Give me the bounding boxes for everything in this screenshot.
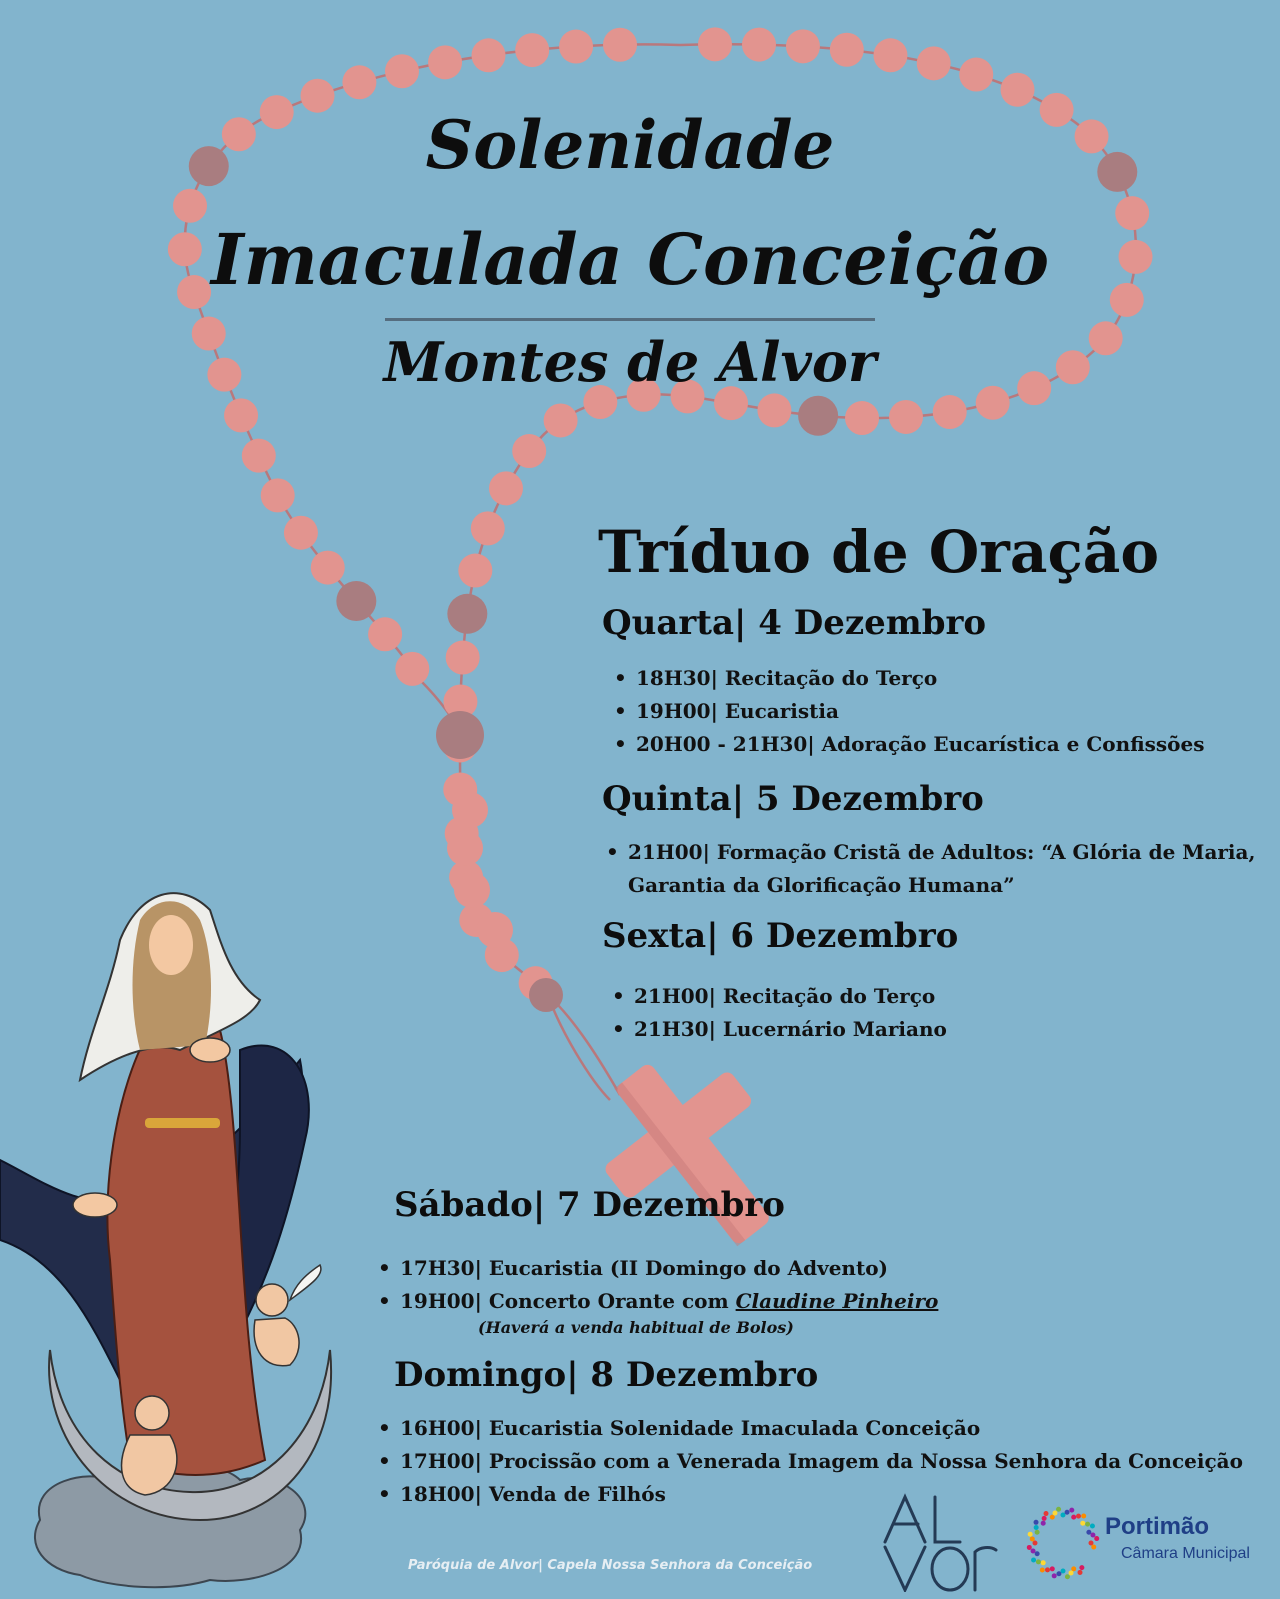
- rosary-bead: [454, 872, 490, 908]
- list-item: • 21H30 | Lucernário Mariano: [612, 1013, 947, 1046]
- list-item: • 18H00 | Venda de Filhós: [378, 1478, 1243, 1511]
- portimao-logo: [1025, 1505, 1273, 1585]
- rosary-bead: [428, 45, 462, 79]
- rosary-bead-large: [529, 978, 563, 1012]
- emblem-dot: [1052, 1573, 1057, 1578]
- emblem-dot: [1035, 1530, 1040, 1535]
- rosary-bead: [452, 792, 488, 828]
- emblem-dot: [1045, 1567, 1050, 1572]
- emblem-dot: [1031, 1558, 1036, 1563]
- rosary-bead-large: [447, 594, 487, 634]
- rosary-bead: [1040, 93, 1074, 127]
- emblem-dot: [1036, 1559, 1041, 1564]
- emblem-dot: [1079, 1565, 1084, 1570]
- day-heading-quinta: Quinta| 5 Dezembro: [602, 779, 984, 819]
- rosary-bead: [446, 641, 480, 675]
- saturday-note: (Haverá a venda habitual de Bolos): [478, 1318, 794, 1337]
- alvor-logo: [880, 1492, 1000, 1592]
- emblem-dot: [1041, 1521, 1046, 1526]
- title-line-1: Solenidade: [425, 106, 835, 184]
- list-item: • 17H00 | Procissão com a Venerada Imagem da Nossa Senhora da Conceição: [378, 1445, 1243, 1478]
- rosary-bead: [311, 551, 345, 585]
- list-item: • 17H30 | Eucaristia (II Domingo do Advento): [378, 1252, 938, 1285]
- rosary-bead: [845, 401, 879, 435]
- rosary-bead: [261, 478, 295, 512]
- emblem-dot: [1034, 1525, 1039, 1530]
- rosary-bead: [742, 28, 776, 62]
- emblem-dot: [1071, 1566, 1076, 1571]
- rosary-bead: [207, 358, 241, 392]
- emblem-dot: [1076, 1514, 1081, 1519]
- emblem-dot: [1069, 1570, 1074, 1575]
- emblem-dot: [1050, 1515, 1055, 1520]
- emblem-dot: [1091, 1545, 1096, 1550]
- events-domingo: [378, 1412, 1243, 1511]
- emblem-dot: [1065, 1510, 1070, 1515]
- subtitle: Montes de Alvor: [383, 330, 877, 394]
- list-item: • 18H30 | Recitação do Terço: [614, 662, 1205, 695]
- portimao-name: Portimão: [1105, 1513, 1210, 1540]
- list-item: • 16H00 | Eucaristia Solenidade Imaculada Conceição: [378, 1412, 1243, 1445]
- day-heading-quarta: Quarta| 4 Dezembro: [602, 603, 987, 643]
- emblem-dot: [1080, 1521, 1085, 1526]
- emblem-dot: [1071, 1515, 1076, 1520]
- emblem-dot: [1081, 1514, 1086, 1519]
- list-item: • 19H00 | Eucaristia: [614, 695, 1205, 728]
- rosary-bead: [603, 28, 637, 62]
- rosary-bead: [395, 652, 429, 686]
- emblem-dot: [1069, 1508, 1074, 1513]
- rosary-bead: [786, 29, 820, 63]
- rosary-bead: [224, 398, 258, 432]
- list-item: • 21H00 | Formação Cristã de Adultos: “A Glória de Maria, Garantia da Glorificação Humana”: [606, 836, 1255, 902]
- events-quarta: [614, 662, 1205, 761]
- rosary-bead: [512, 434, 546, 468]
- artist-name: Claudine Pinheiro: [735, 1289, 939, 1313]
- rosary-bead: [1110, 283, 1144, 317]
- rosary-bead: [1017, 371, 1051, 405]
- rosary-bead: [873, 38, 907, 72]
- rosary-bead: [1089, 321, 1123, 355]
- rosary-bead: [471, 511, 505, 545]
- rosary-bead: [1075, 119, 1109, 153]
- emblem-dot: [1028, 1532, 1033, 1537]
- emblem-dot: [1041, 1560, 1046, 1565]
- day-heading-domingo: Domingo| 8 Dezembro: [394, 1355, 819, 1395]
- rosary-bead-large: [336, 581, 376, 621]
- rosary-bead: [368, 617, 402, 651]
- list-item: • 19H00 | Concerto Orante com Claudine Pinheiro: [378, 1285, 938, 1318]
- emblem-dot: [1027, 1545, 1032, 1550]
- emblem-dot: [1042, 1516, 1047, 1521]
- emblem-dot: [1050, 1566, 1055, 1571]
- rosary-bead: [472, 38, 506, 72]
- emblem-dot: [1044, 1511, 1049, 1516]
- portimao-emblem-icon: [1025, 1505, 1101, 1581]
- events-sabado: [378, 1252, 938, 1318]
- rosary-bead: [1119, 240, 1153, 274]
- rosary-bead: [1056, 350, 1090, 384]
- list-item: • 21H00 | Recitação do Terço: [612, 980, 947, 1013]
- events-quinta: [606, 836, 1255, 902]
- rosary-centerpiece: [436, 711, 484, 759]
- emblem-dot: [1094, 1536, 1099, 1541]
- emblem-dot: [1078, 1570, 1083, 1575]
- portimao-subtitle: Câmara Municipal: [1121, 1545, 1250, 1562]
- footer-credit: Paróquia de Alvor| Capela Nossa Senhora da Conceição: [408, 1558, 813, 1573]
- emblem-dot: [1034, 1520, 1039, 1525]
- title-line-2: Imaculada Conceição: [210, 218, 1050, 301]
- rosary-bead: [830, 33, 864, 67]
- emblem-dot: [1090, 1532, 1095, 1537]
- emblem-dot: [1085, 1522, 1090, 1527]
- emblem-dot: [1056, 1507, 1061, 1512]
- rosary-bead: [544, 403, 578, 437]
- rosary-bead: [698, 27, 732, 61]
- emblem-dot: [1090, 1524, 1095, 1529]
- rosary-bead: [515, 33, 549, 67]
- emblem-dot: [1030, 1536, 1035, 1541]
- emblem-dot: [1056, 1571, 1061, 1576]
- rosary-bead: [458, 554, 492, 588]
- emblem-dot: [1040, 1567, 1045, 1572]
- rosary-bead: [889, 400, 923, 434]
- events-sexta: [612, 980, 947, 1046]
- rosary-bead: [959, 58, 993, 92]
- title-divider: [385, 318, 875, 321]
- rosary-bead: [242, 439, 276, 473]
- emblem-dot: [1065, 1574, 1070, 1579]
- list-item: • 20H00 - 21H30 | Adoração Eucarística e Confissões: [614, 728, 1205, 761]
- emblem-dot: [1052, 1511, 1057, 1516]
- day-heading-sexta: Sexta| 6 Dezembro: [602, 916, 959, 956]
- rosary-bead: [559, 30, 593, 64]
- rosary-bead: [192, 317, 226, 351]
- rosary-bead: [1115, 196, 1149, 230]
- triduo-heading: Tríduo de Oração: [598, 518, 1160, 586]
- rosary-bead: [385, 54, 419, 88]
- virgin-mary-illustration: [0, 880, 360, 1590]
- day-heading-sabado: Sábado| 7 Dezembro: [394, 1185, 785, 1225]
- emblem-dot: [1035, 1551, 1040, 1556]
- rosary-bead-large: [1097, 152, 1137, 192]
- rosary-bead: [477, 912, 513, 948]
- emblem-dot: [1086, 1530, 1091, 1535]
- rosary-bead: [917, 46, 951, 80]
- rosary-bead: [976, 386, 1010, 420]
- cross-icon: [568, 1026, 817, 1282]
- rosary-bead: [447, 830, 483, 866]
- rosary-bead: [284, 516, 318, 550]
- emblem-dot: [1031, 1549, 1036, 1554]
- rosary-bead: [489, 471, 523, 505]
